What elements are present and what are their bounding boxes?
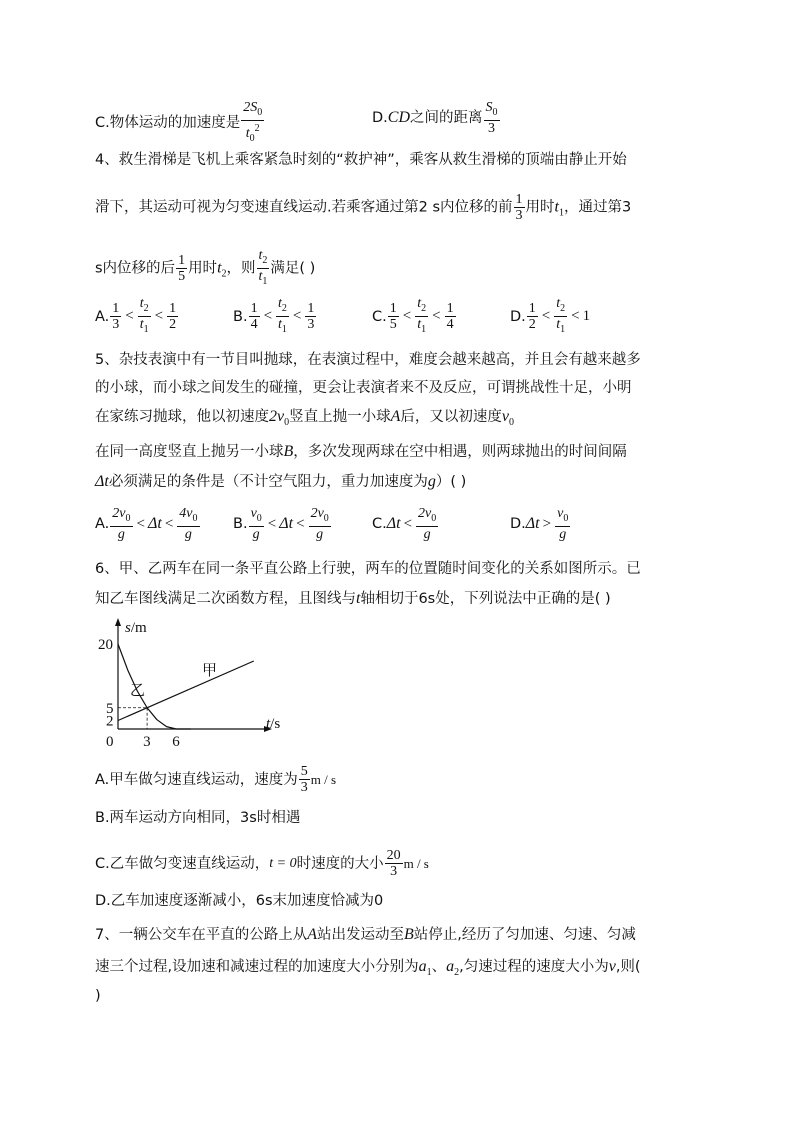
q7-line-1: 7、一辆公交车在平直的公路上从A站出发运动至B站停止,经历了匀加速、匀速、匀减 [95,926,636,943]
q3-d-fraction: $\frac{S_0}{3}$ [485,100,498,136]
q6-line-1: 6、甲、乙两车在同一条平直公路上行驶，两车的位置随时间变化的关系如图所示。已 [95,561,641,577]
q5-option-b: B. $\frac{v_0}{g}$ < Δt < $\frac{2v_0}{g}$ [233,506,329,542]
q6-position-time-graph [90,614,290,749]
y-tick-label-0: 20 [98,637,113,653]
q4-line-1: 4、救生滑梯是飞机上乘客紧急时刻的“救护神”，乘客从救生滑梯的顶端由静止开始 [95,152,627,168]
q6-option-d: D.乙车加速度逐渐减小，6s末加速度恰减为0 [95,893,384,909]
q4-option-c: C. $\frac{1}{5}$ < $\frac{t_2}{t_1}$ < $\frac{1}{4}$ [372,296,454,335]
q5-line-5: Δt必须满足的条件是（不计空气阻力，重力加速度为g）( ) [95,473,467,490]
q6-option-b: B.两车运动方向相同，3s时相遇 [95,810,301,826]
series-label-jia: 甲 [202,663,218,679]
q4-option-b: B. $\frac{1}{4}$ < $\frac{t_2}{t_1}$ < $\frac{1}{3}$ [233,296,315,335]
q5-line-1: 5、杂技表演中有一节目叫抛球，在表演过程中，难度会越来越高，并且会有越来越多 [95,352,641,368]
y-tick-label-1: 5 [106,700,114,717]
q4-option-a: A. $\frac{1}{3}$ < $\frac{t_2}{t_1}$ < $\frac{1}{2}$ [95,296,177,335]
q3-option-d: D.CD之间的距离 $\frac{S_0}{3}$ [372,100,498,136]
y-axis-label: s/m [125,620,147,636]
q5-option-d: D.Δt > $\frac{v_0}{g}$ [510,506,569,542]
q3-option-c [95,100,265,146]
q5-option-a: A. $\frac{2v_0}{g}$ < Δt < $\frac{4v_0}{g}$ [95,506,198,542]
x-tick-label-0: 0 [106,734,114,749]
q5-line-4: 在同一高度竖直上抛另一小球B，多次发现两球在空中相遇，则两球抛出的时间间隔 [95,443,627,460]
q7-line-3: ) [95,988,101,1004]
q6-option-c: C.乙车做匀变速直线运动，t = 0时速度的大小 $\frac{20}{3}$ m / s [95,848,429,879]
series-label-yi: 乙 [130,683,146,699]
q4-line-2: 滑下，其运动可视为匀变速直线运动.若乘客通过第2 s内位移的前 $\frac{1}{3}$ 用时$t_1$，通过第3 [95,192,632,223]
q7-line-2: 速三个过程,设加速和减速过程的加速度大小分别为$a_1$、$a_2$,匀速过程的速度大小为v,则( [95,958,641,978]
x-tick-label-1: 3 [143,734,151,749]
q6-option-a: A.甲车做匀速直线运动，速度为 $\frac{5}{3}$ m / s [95,764,337,795]
q5-line-2: 的小球，而小球之间发生的碰撞，更会让表演者来不及反应，可谓挑战性十足，小明 [95,380,632,396]
x-axis-label: t/s [266,716,281,732]
q3-c-text: C.物体运动的加速度是 [95,115,241,131]
q5-option-c: C.Δt < $\frac{2v_0}{g}$ [372,506,437,542]
q6-line-2: 知乙车图线满足二次函数方程，且图线与t轴相切于6s处，下列说法中正确的是( ) [95,590,611,607]
x-tick-label-2: 6 [172,734,180,749]
q4-line-3: s内位移的后 $\frac{1}{5}$ 用时$t_2$，则 $\frac{t_2}{t_1}$ 满足( ) [95,248,316,287]
y-tick-label-2: 2 [106,713,114,730]
q3-d-cd: CD [387,109,411,126]
q4-option-d: D. $\frac{1}{2}$ < $\frac{t_2}{t_1}$ < 1 [510,296,591,335]
q5-line-3: 在家练习抛球，他以初速度$2v_0$竖直上抛一小球A后，又以初速度$v_0$ [95,408,514,428]
q3-c-fraction: $\frac{2S_0}{t_0^2}$ [243,100,263,144]
y-axis-arrow [115,618,121,626]
